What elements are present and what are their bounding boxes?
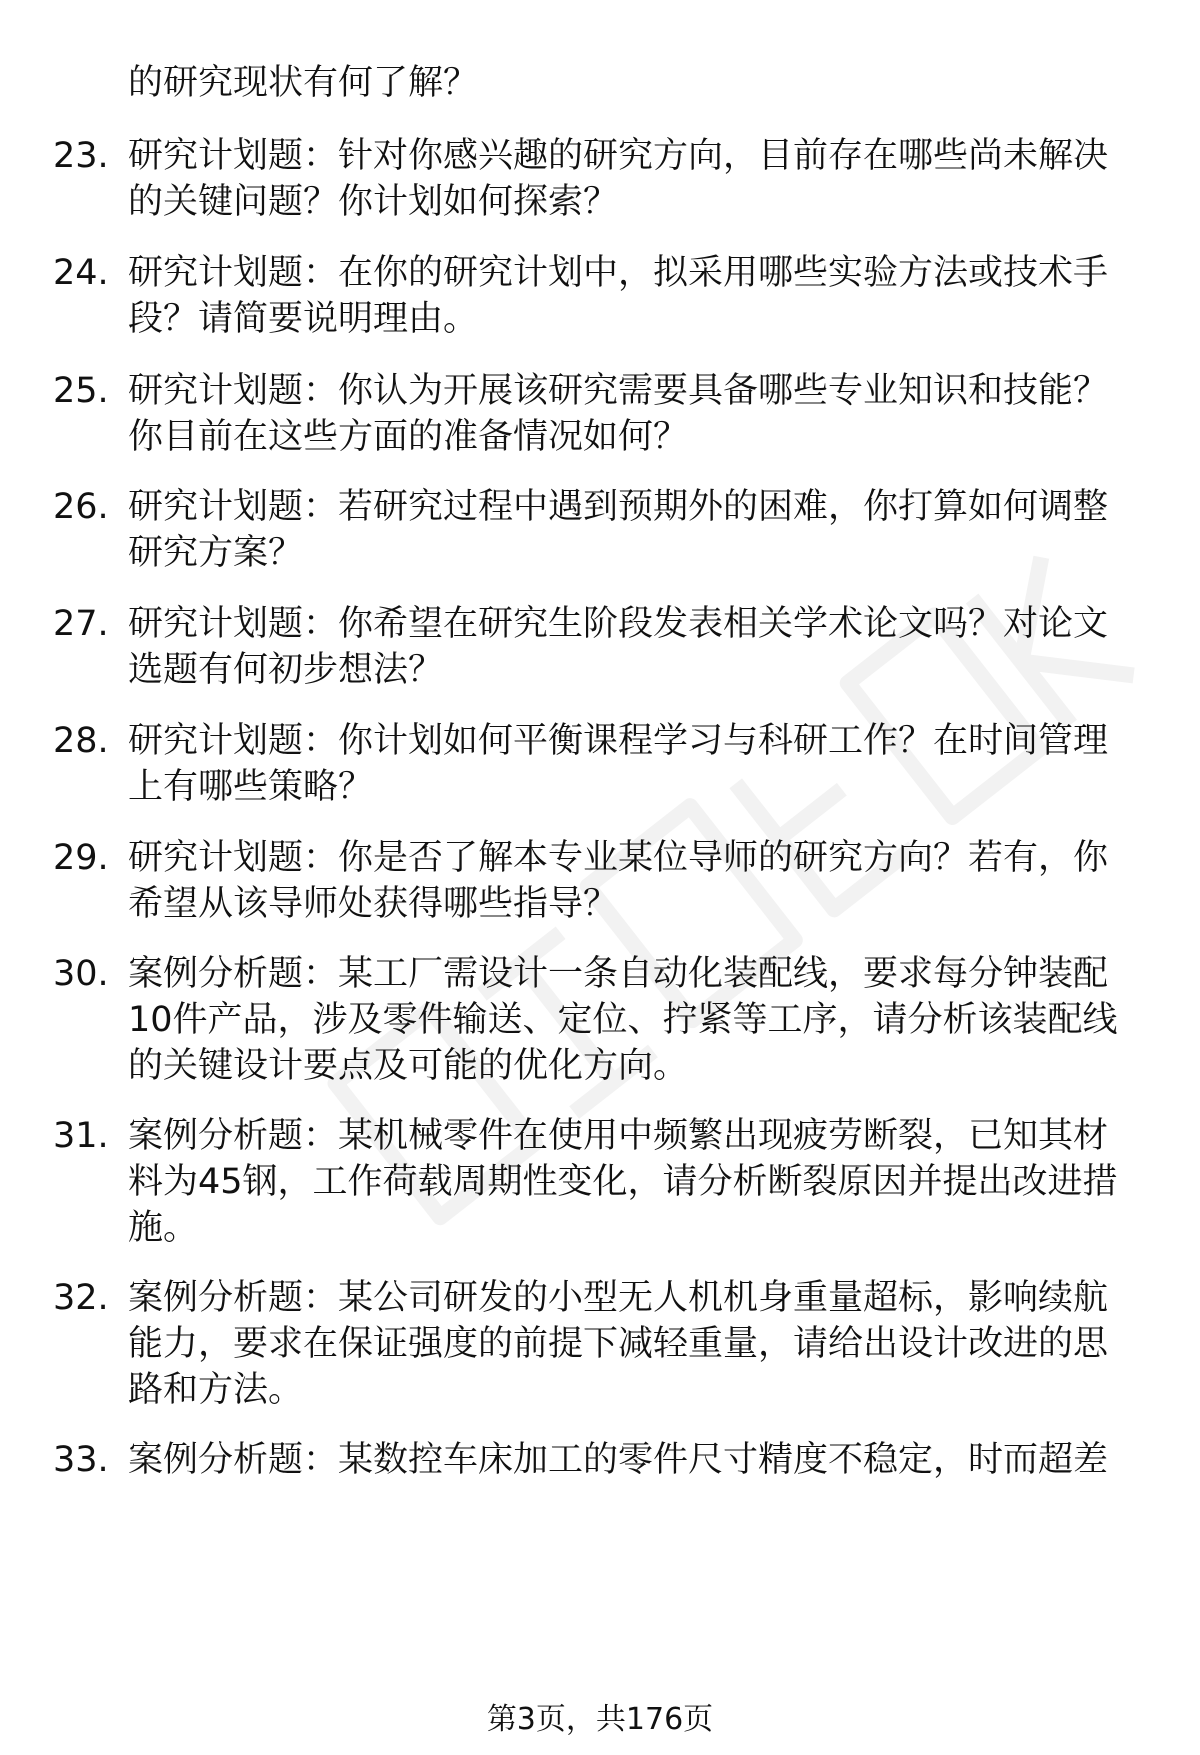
question-text-line: 案例分析题：某数控车床加工的零件尺寸精度不稳定，时而超差 — [128, 1440, 1109, 1480]
question-number: 29. — [53, 838, 109, 878]
question-text-line: 案例分析题：某机械零件在使用中频繁出现疲劳断裂，已知其材 — [128, 1116, 1109, 1156]
question-text-line: 你目前在这些方面的准备情况如何？ — [128, 417, 689, 457]
question-text-line: 案例分析题：某工厂需设计一条自动化装配线，要求每分钟装配 — [128, 954, 1109, 994]
question-number: 25. — [53, 371, 109, 411]
question-number: 32. — [53, 1278, 109, 1318]
question-text-line: 料为45钢，工作荷载周期性变化，请分析断裂原因并提出改进措 — [128, 1162, 1118, 1202]
question-number: 26. — [53, 487, 109, 527]
question-text-line: 研究计划题：你计划如何平衡课程学习与科研工作？在时间管理 — [128, 721, 1109, 761]
question-number: 33. — [53, 1440, 109, 1480]
question-text-line: 段？请简要说明理由。 — [128, 299, 479, 339]
question-text-line: 的关键问题？你计划如何探索？ — [128, 182, 619, 222]
question-number: 31. — [53, 1116, 109, 1156]
question-text-line: 选题有何初步想法？ — [128, 650, 444, 690]
question-text-line: 希望从该导师处获得哪些指导？ — [128, 884, 619, 924]
question-text-line: 研究计划题：你是否了解本专业某位导师的研究方向？若有，你 — [128, 838, 1109, 878]
question-text-line: 研究方案？ — [128, 533, 304, 573]
page-footer: 第3页，共176页 — [486, 1702, 714, 1737]
question-text-line: 研究计划题：针对你感兴趣的研究方向，目前存在哪些尚未解决 — [128, 136, 1109, 176]
continued-question-text: 的研究现状有何了解？ — [128, 63, 479, 103]
question-number: 28. — [53, 721, 109, 761]
question-text-line: 10件产品，涉及零件输送、定位、拧紧等工序，请分析该装配线 — [128, 1000, 1118, 1040]
question-text-line: 研究计划题：你希望在研究生阶段发表相关学术论文吗？对论文 — [128, 604, 1109, 644]
question-text-line: 能力，要求在保证强度的前提下减轻重量，请给出设计改进的思 — [128, 1324, 1109, 1364]
question-text-line: 的关键设计要点及可能的优化方向。 — [128, 1046, 689, 1086]
question-number: 27. — [53, 604, 109, 644]
question-text-line: 研究计划题：你认为开展该研究需要具备哪些专业知识和技能？ — [128, 371, 1109, 411]
question-text-line: 研究计划题：若研究过程中遇到预期外的困难，你打算如何调整 — [128, 487, 1109, 527]
question-text-line: 施。 — [128, 1208, 199, 1248]
question-text-line: 研究计划题：在你的研究计划中，拟采用哪些实验方法或技术手 — [128, 253, 1109, 293]
question-number: 30. — [53, 954, 109, 994]
question-number: 23. — [53, 136, 109, 176]
question-number: 24. — [53, 253, 109, 293]
question-text-line: 案例分析题：某公司研发的小型无人机机身重量超标，影响续航 — [128, 1278, 1109, 1318]
question-text-line: 路和方法。 — [128, 1370, 304, 1410]
question-text-line: 上有哪些策略？ — [128, 767, 374, 807]
